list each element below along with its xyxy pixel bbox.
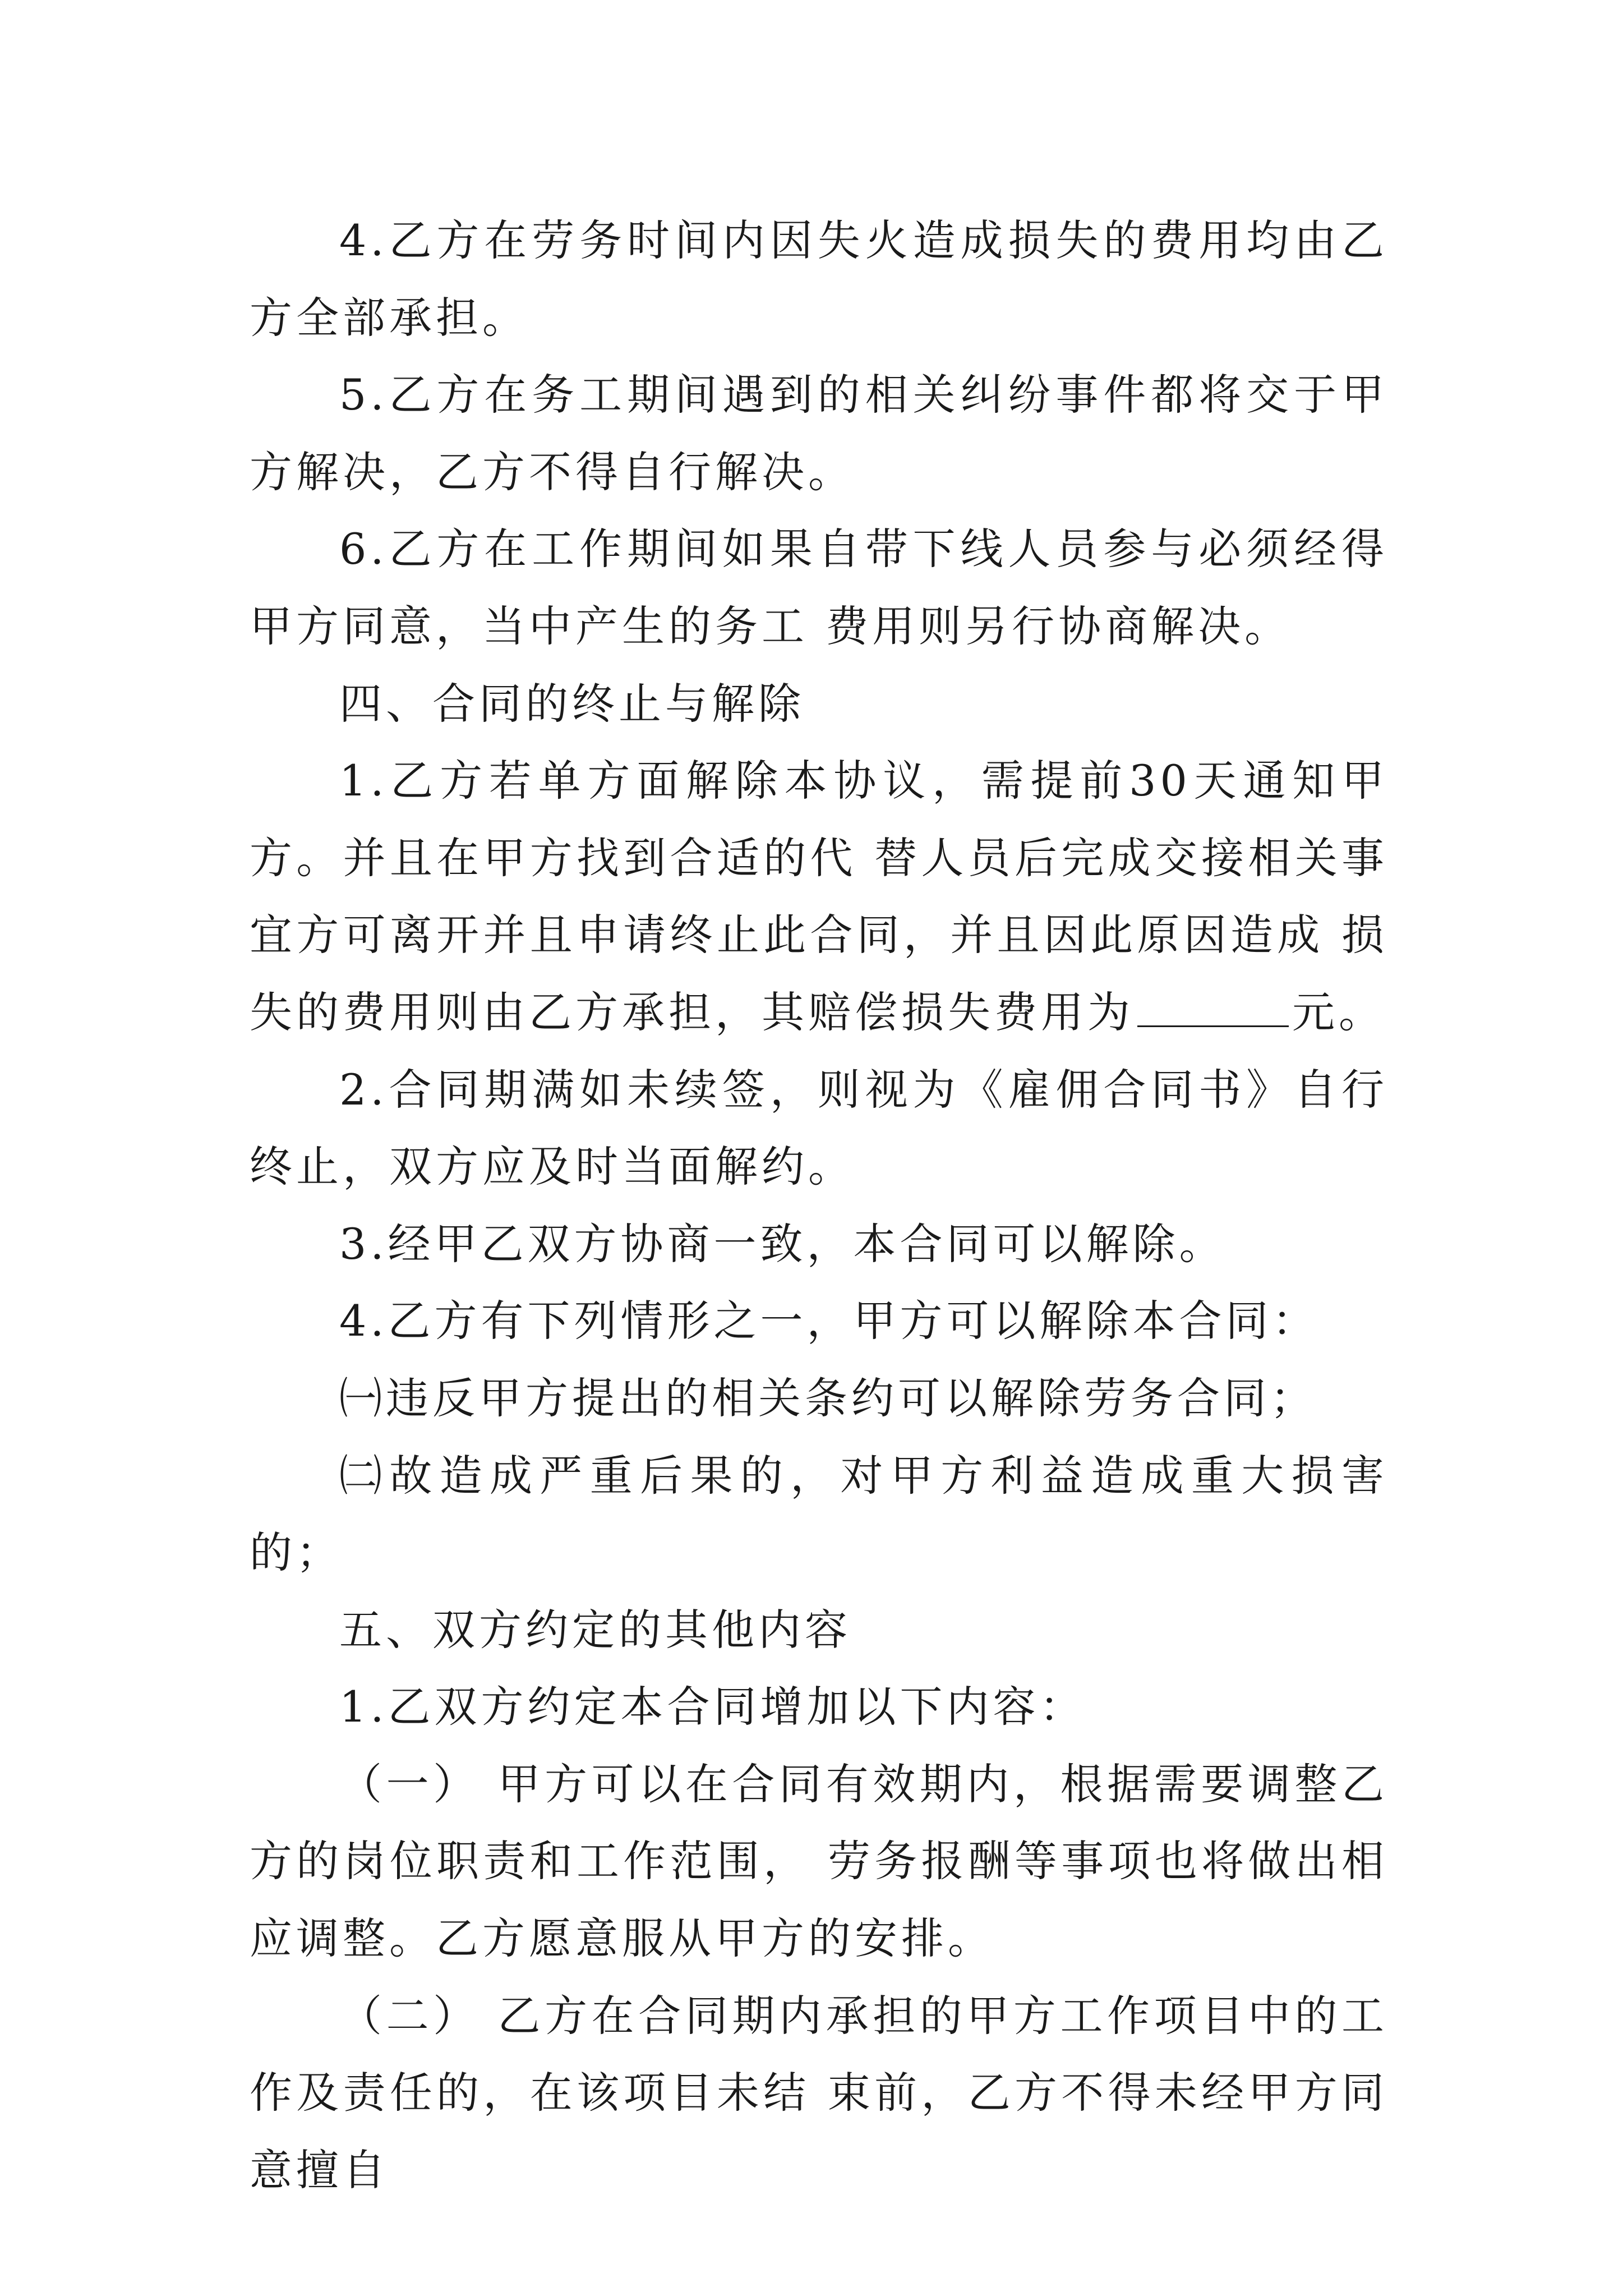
section-heading-5: 五、双方约定的其他内容 [339,1604,851,1655]
compensation-blank-line [1137,992,1289,1027]
clause-4-1-unit: 元。 [1292,987,1385,1037]
clause-5-1: 1.乙双方约定本合同增加以下内容： [339,1682,1086,1732]
section-heading-4: 四、合同的终止与解除 [339,678,805,729]
clause-4-4: 4.乙方有下列情形之一，甲方可以解除本合同： [339,1296,1319,1346]
clause-3-6: 6.乙方在工作期间如果自带下线人员参与必须经得甲方同意，当中产生的务工 费用则另行协商解决。 [250,524,1388,651]
clause-5-1-item-2: （二） 乙方在合同期内承担的甲方工作项目中的工作及责任的，在该项目未结 束前，乙方不得未经甲方同意擅自 [250,1990,1388,2195]
clause-4-1 [250,742,1388,1051]
clause-4-3: 3.经甲乙双方协商一致，本合同可以解除。 [339,1218,1226,1269]
clause-4-4-item-2: ㈡故造成严重后果的，对甲方利益造成重大损害的； [250,1450,1388,1578]
clause-4-1-text: 1.乙方若单方面解除本协议，需提前30天通知甲方。并且在甲方找到合适的代 替人员后完成交接相关事宜方可离开并且申请终止此合同，并且因此原因造成 损失的费用则由乙方承担，其赔偿损失费用为 [250,756,1388,1037]
clause-5-1-item-1: （一） 甲方可以在合同有效期内，根据需要调整乙方的岗位职责和工作范围， 劳务报酬等事项也将做出相应调整。乙方愿意服从甲方的安排。 [250,1759,1388,1964]
clause-4-4-item-1: ㈠违反甲方提出的相关条约可以解除劳务合同； [339,1373,1317,1423]
clause-4-2: 2.合同期满如未续签，则视为《雇佣合同书》自行终止，双方应及时当面解约。 [250,1064,1388,1192]
contract-text [250,202,1388,2208]
clause-3-5: 5.乙方在务工期间遇到的相关纠纷事件都将交于甲方解决，乙方不得自行解决。 [250,370,1388,497]
clause-3-4: 4.乙方在劳务时间内因失火造成损失的费用均由乙方全部承担。 [250,215,1388,343]
